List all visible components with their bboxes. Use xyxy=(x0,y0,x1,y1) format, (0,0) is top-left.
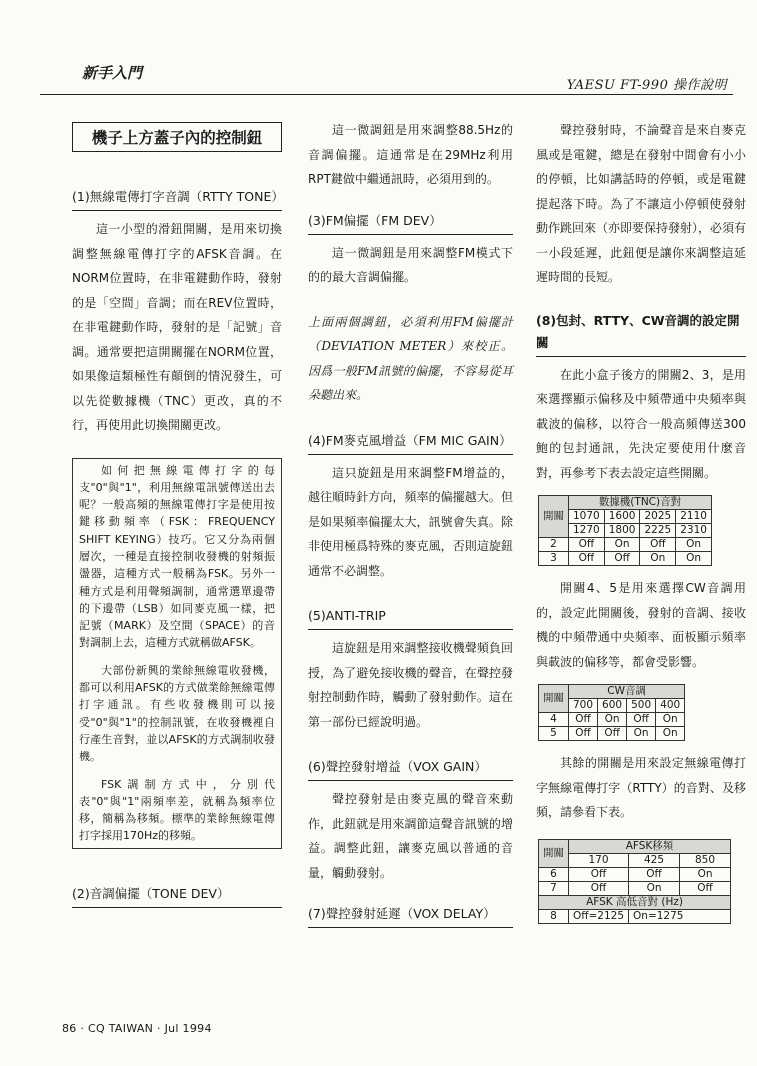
tnc-tone-pair-table xyxy=(538,495,712,566)
rtty-switch-body: 其餘的開關是用來設定無線電傳打字無線電傳打字（RTTY）的音對、及移頻，請參看下表。 xyxy=(536,756,746,819)
table-cell: 1070 xyxy=(569,510,605,524)
table-header-group: CW音調 xyxy=(569,685,685,699)
table-cell: Off xyxy=(680,881,731,895)
section-6-body: 聲控發射是由麥克風的聲音來動作，此鈕就是用來調節這聲音訊號的增益。調整此鈕，讓麥克風以普通的音量，觸動發射。 xyxy=(308,792,513,880)
table-cell: Off xyxy=(640,538,676,552)
fsk-sidebar-note xyxy=(72,458,282,849)
table-cell: 2310 xyxy=(676,524,712,538)
table-cell: 400 xyxy=(656,699,685,713)
running-header-left: 新手入門 xyxy=(82,64,143,82)
table-cell: 500 xyxy=(627,699,656,713)
table-cell: 1800 xyxy=(604,524,640,538)
table-cell: 3 xyxy=(539,552,569,566)
column-3 xyxy=(536,118,746,934)
table-cell: 850 xyxy=(680,853,731,867)
header-rule xyxy=(40,94,733,95)
table-row xyxy=(539,727,685,741)
table-header-group: AFSK移頻 xyxy=(569,839,731,853)
tone-dev-body: 這一微調鈕是用來調整88.5Hz的音調偏擺。這通常是在29MHz利用RPT鍵做中繼通訊時，必須用到的。 xyxy=(308,123,513,186)
table-header-group: 數據機(TNC)音對 xyxy=(569,496,712,510)
table-subheader: AFSK 高低音對 (Hz) xyxy=(539,895,731,909)
table-cell: 425 xyxy=(629,853,680,867)
table-row xyxy=(539,552,712,566)
table-cell: 2110 xyxy=(676,510,712,524)
table-cell: 6 xyxy=(539,867,569,881)
deviation-meter-note: 上面兩個調鈕，必須利用FM偏擺計（DEVIATION METER）來校正。因爲一般FM訊號的偏擺，不容易從耳朵聽出來。 xyxy=(308,314,513,402)
table-cell: On xyxy=(680,867,731,881)
section-5-body: 這旋鈕是用來調整接收機聲頻負回授，為了避免接收機的聲音，在聲控發射控制動作時，觸動了發射動作。這在第一部份已經說明過。 xyxy=(308,641,513,729)
table-cell: Off xyxy=(569,867,629,881)
table-cell: On=1275 xyxy=(629,909,731,923)
table-cell: 1270 xyxy=(569,524,605,538)
table-cell: On xyxy=(629,881,680,895)
table-cell: Off xyxy=(627,713,656,727)
table-row xyxy=(539,909,731,923)
afsk-shift-table xyxy=(538,839,731,924)
table-cell: On xyxy=(676,552,712,566)
note-paragraph: 如何把無線電傳打字的每支"0"與"1"，利用無線電訊號傳送出去呢？一般高頻的無線電傳打字是使用按鍵移動頻率（FSK：FREQUENCY SHIFT KEYING）技巧。它又分為兩個層次，一種是直接控制收發機的射頻振盪器，這種方式一般稱為FSK。另外一種方式是利用聲頻調制，通常選單邊帶的下邊帶（LSB）如同麥克風一樣，把記號（MARK）及空間（SPACE）的音對調制上去，這種方式就稱做AFSK。 xyxy=(79,463,275,650)
table-cell: 2225 xyxy=(640,524,676,538)
table-cell: Off xyxy=(629,867,680,881)
section-3-body: 這一微調鈕是用來調整FM模式下的的最大音調偏擺。 xyxy=(308,245,513,284)
table-cell: 170 xyxy=(569,853,629,867)
table-cell: 5 xyxy=(539,727,569,741)
note-paragraph: 大部份新興的業餘無線電收發機，都可以利用AFSK的方式做業餘無線電傳打字通訊。有些收發機則可以接受"0"與"1"的控制訊號，在收發機裡自行產生音對，並以AFSK的方式調制收發機。 xyxy=(79,663,275,764)
table-cell: On xyxy=(656,727,685,741)
table-cell: On xyxy=(604,538,640,552)
section-8-body: 在此小盒子後方的開關2、3，是用來選擇顯示偏移及中頻帶通中央頻率與載波的偏移，以符合一般高頻傳送300鮑的包封通訊，先決定要使用什麼音對，再參考下表去設定這些開關。 xyxy=(536,367,746,480)
table-cell: 4 xyxy=(539,713,569,727)
note-paragraph: FSK調制方式中，分別代表"0"與"1"兩頻率差，就稱為頻率位移，簡稱為移頻。標準的業餘無線電傳打字採用170Hz的移頻。 xyxy=(79,777,275,843)
table-cell: 8 xyxy=(539,909,569,923)
table-cell: Off xyxy=(598,727,627,741)
column-1 xyxy=(72,118,282,914)
table-cell: 1600 xyxy=(604,510,640,524)
section-3-heading: (3)FM偏擺（FM DEV） xyxy=(308,210,513,235)
section-6-heading: (6)聲控發射增益（VOX GAIN） xyxy=(308,756,513,781)
table-cell: 2 xyxy=(539,538,569,552)
page-footer: 86 · CQ TAIWAN · Jul 1994 xyxy=(62,1022,212,1035)
table-cell: Off=2125 xyxy=(569,909,629,923)
table-cell: On xyxy=(676,538,712,552)
table-cell: Off xyxy=(569,713,598,727)
table-cell: 2025 xyxy=(640,510,676,524)
table-cell: On xyxy=(598,713,627,727)
table-cell: Off xyxy=(604,552,640,566)
table-cell: On xyxy=(640,552,676,566)
table-cell: Off xyxy=(569,538,605,552)
table-row xyxy=(539,538,712,552)
section-4-body: 這只旋鈕是用來調整FM增益的，越往順時針方向，頻率的偏擺越大。但是如果頻率偏擺太大，訊號會失真。除非使用極爲特殊的麥克風，否則這旋鈕通常不必調整。 xyxy=(308,465,513,578)
table-cell: On xyxy=(656,713,685,727)
section-1-heading: (1)無線電傳打字音調（RTTY TONE） xyxy=(72,186,282,211)
section-2-heading: (2)音調偏擺（TONE DEV） xyxy=(72,883,282,908)
table-cell: Off xyxy=(569,552,605,566)
table-row xyxy=(539,881,731,895)
table-cell: 600 xyxy=(598,699,627,713)
table-row xyxy=(539,867,731,881)
section-8-heading: (8)包封、RTTY、CW音調的設定開關 xyxy=(536,310,746,357)
cw-tone-table xyxy=(538,684,685,741)
table-cell: Off xyxy=(569,881,629,895)
running-header-right: YAESU FT-990 操作說明 xyxy=(566,78,727,93)
section-7-heading: (7)聲控發射延遲（VOX DELAY） xyxy=(308,903,513,928)
section-5-heading: (5)ANTI-TRIP xyxy=(308,605,513,630)
table-cell: 7 xyxy=(539,881,569,895)
cw-switch-body: 開關4、5是用來選擇CW音調用的，設定此開關後，發射的音調、接收機的中頻帶通中央頻率、面板顯示頻率與載波的偏移等，都會受影響。 xyxy=(536,581,746,669)
column-2 xyxy=(308,118,513,934)
table-header-switch: 開關 xyxy=(539,685,569,713)
section-1-body: 這一小型的滑鈕開關，是用來切換調整無線電傳打字的AFSK音調。在NORM位置時，在非電鍵動作時，發射的是「空間」音調；而在REV位置時，在非電鍵動作時，發射的是「記號」音調。通常要把這開關擺在NORM位置，如果像這類極性有顛倒的情況發生，可以先從數據機（TNC）更改，真的不行，再使用此切換開關更改。 xyxy=(72,222,282,432)
table-cell: 700 xyxy=(569,699,598,713)
article-title: 機子上方蓋子內的控制鈕 xyxy=(72,122,282,152)
table-row xyxy=(539,713,685,727)
table-header-switch: 開關 xyxy=(539,839,569,867)
vox-delay-body: 聲控發射時，不論聲音是來自麥克風或是電鍵，總是在發射中間會有小小的停頓，比如講話時的停頓，或是電鍵提起落下時。為了不讓這小停頓使發射動作跳回來（亦即要保持發射），必須有一小段延遲，此鈕便是讓你來調整這延遲時間的長短。 xyxy=(536,123,747,284)
table-header-switch: 開關 xyxy=(539,496,569,538)
section-4-heading: (4)FM麥克風增益（FM MIC GAIN） xyxy=(308,430,513,455)
table-cell: Off xyxy=(569,727,598,741)
table-cell: On xyxy=(627,727,656,741)
